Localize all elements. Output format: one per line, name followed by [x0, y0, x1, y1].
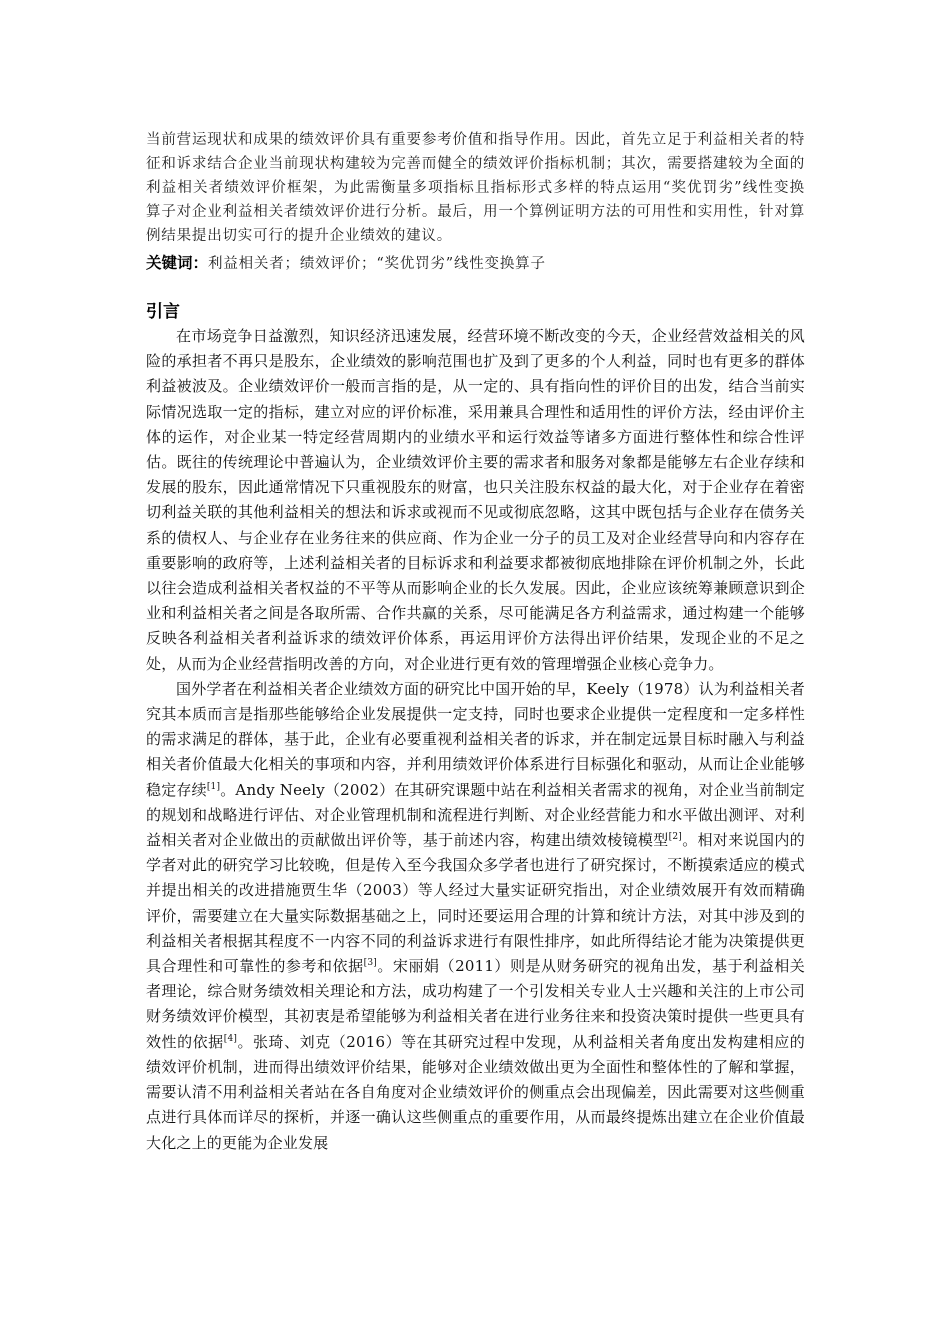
paragraph-2-part-a: 国外学者在利益相关者企业绩效方面的研究比中国开始的早，Keely（1978）认为利益相关者究其本质而言是指那些能够给企业发展提供一定支持，同时也要求企业提供一定程度和一定多样性的需求满足的群体，基于此，企业有必要重视利益相关者的诉求，并在制定远景目标时融入与利益相关者价值最大化相关的事项和内容，并利用绩效评价体系进行目标强化和驱动，从而让企业能够稳定存续: [146, 679, 806, 799]
keywords-text: 利益相关者；绩效评价；“奖优罚劣”线性变换算子: [208, 256, 546, 272]
intro-paragraph-2: [146, 677, 805, 1156]
abstract-text: 当前营运现状和成果的绩效评价具有重要参考价值和指导作用。因此，首先立足于利益相关者的特征和诉求结合企业当前现状构建较为完善而健全的绩效评价指标机制；其次，需要搭建较为全面的利益相关者绩效评价框架，为此需衡量多项指标且指标形式多样的特点运用“奖优罚劣”线性变换算子对企业利益相关者绩效评价进行分析。最后，用一个算例证明方法的可用性和实用性，针对算例结果提出切实可行的提升企业绩效的建议。: [146, 132, 805, 244]
paper-page: [146, 128, 805, 1156]
section-title-introduction: 引言: [146, 302, 180, 322]
citation-4[interactable]: [4]: [223, 1033, 238, 1044]
paragraph-2-part-d: 。宋丽娟（2011）则是从财务研究的视角出发，基于利益相关者理论，综合财务绩效相关理论和方法，成功构建了一个引发相关专业人士兴趣和关注的上市公司财务绩效评价模型，其初衷是希望能够为利益相关者在进行业务往来和投资决策时提供一些更具有效性的依据: [146, 957, 805, 1051]
keywords-label: 关键词：: [146, 254, 209, 272]
intro-paragraph-1: 在市场竞争日益激烈，知识经济迅速发展，经营环境不断改变的今天，企业经营效益相关的风险的承担者不再只是股东，企业绩效的影响范围也扩及到了更多的个人利益，同时也有更多的群体利益被波及。企业绩效评价一般而言指的是，从一定的、具有指向性的评价目的出发，结合当前实际情况选取一定的指标，建立对应的评价标准，采用兼具合理性和适用性的评价方法，经由评价主体的运作，对企业某一特定经营周期内的业绩水平和运行效益等诸多方面进行整体性和综合性评估。既往的传统理论中普遍认为，企业绩效评价主要的需求者和服务对象都是能够左右企业存续和发展的股东，因此通常情况下只重视股东的财富，也只关注股东权益的最大化，对于企业存在着密切利益关联的其他利益相关的想法和诉求或视而不见或彻底忽略，这其中既包括与企业存在债务关系的债权人、与企业存在业务往来的供应商、作为企业一分子的员工及对企业经营导向和内容存在重要影响的政府等，上述利益相关者的目标诉求和利益要求都被彻底地排除在评价机制之外，长此以往会造成利益相关者权益的不平等从而影响企业的长久发展。因此，企业应该统筹兼顾意识到企业和利益相关者之间是各取所需、合作共赢的关系，尽可能满足各方利益需求，通过构建一个能够反映各利益相关者利益诉求的绩效评价体系，再运用评价方法得出评价结果，发现企业的不足之处，从而为企业经营指明改善的方向，对企业进行更有效的管理增强企业核心竞争力。: [146, 327, 805, 673]
citation-2[interactable]: [2]: [668, 832, 683, 843]
paragraph-2-part-b: 。Andy Neely（2002）在其研究课题中站在利益相关者需求的视角，对企业当前制定的规划和战略进行评估、对企业管理机制和流程进行判断、对企业经营能力和水平做出测评、对利益相关者对企业做出的贡献做出评价等，基于前述内容，构建出绩效棱镜模型: [146, 780, 805, 850]
paragraph-2-part-e: 。张琦、刘克（2016）等在其研究过程中发现，从利益相关者角度出发构建相应的绩效评价机制，进而得出绩效评价结果，能够对企业绩效做出更为全面性和整体性的了解和掌握，需要认清不用利益相关者站在各自角度对企业绩效评价的侧重点会出现偏差，因此需要对这些侧重点进行具体而详尽的探析，并逐一确认这些侧重点的重要作用，从而最终提炼出建立在企业价值最大化之上的更能为企业发展: [146, 1032, 805, 1152]
citation-1[interactable]: [1]: [206, 781, 221, 792]
keywords-line: [146, 251, 805, 276]
paragraph-2-part-c: 。相对来说国内的学者对此的研究学习比较晚，但是传入至今我国众多学者也进行了研究探讨，不断摸索适应的模式并提出相关的改进措施贾生华（2003）等人经过大量实证研究指出，对企业绩效展开有效而精确评价，需要建立在大量实际数据基础之上，同时还要运用合理的计算和统计方法，对其中涉及到的利益相关者根据其程度不一内容不同的利益诉求进行有限性排序，如此所得结论才能为决策提供更具合理性和可靠性的参考和依据: [146, 831, 805, 976]
citation-3[interactable]: [3]: [363, 958, 378, 969]
